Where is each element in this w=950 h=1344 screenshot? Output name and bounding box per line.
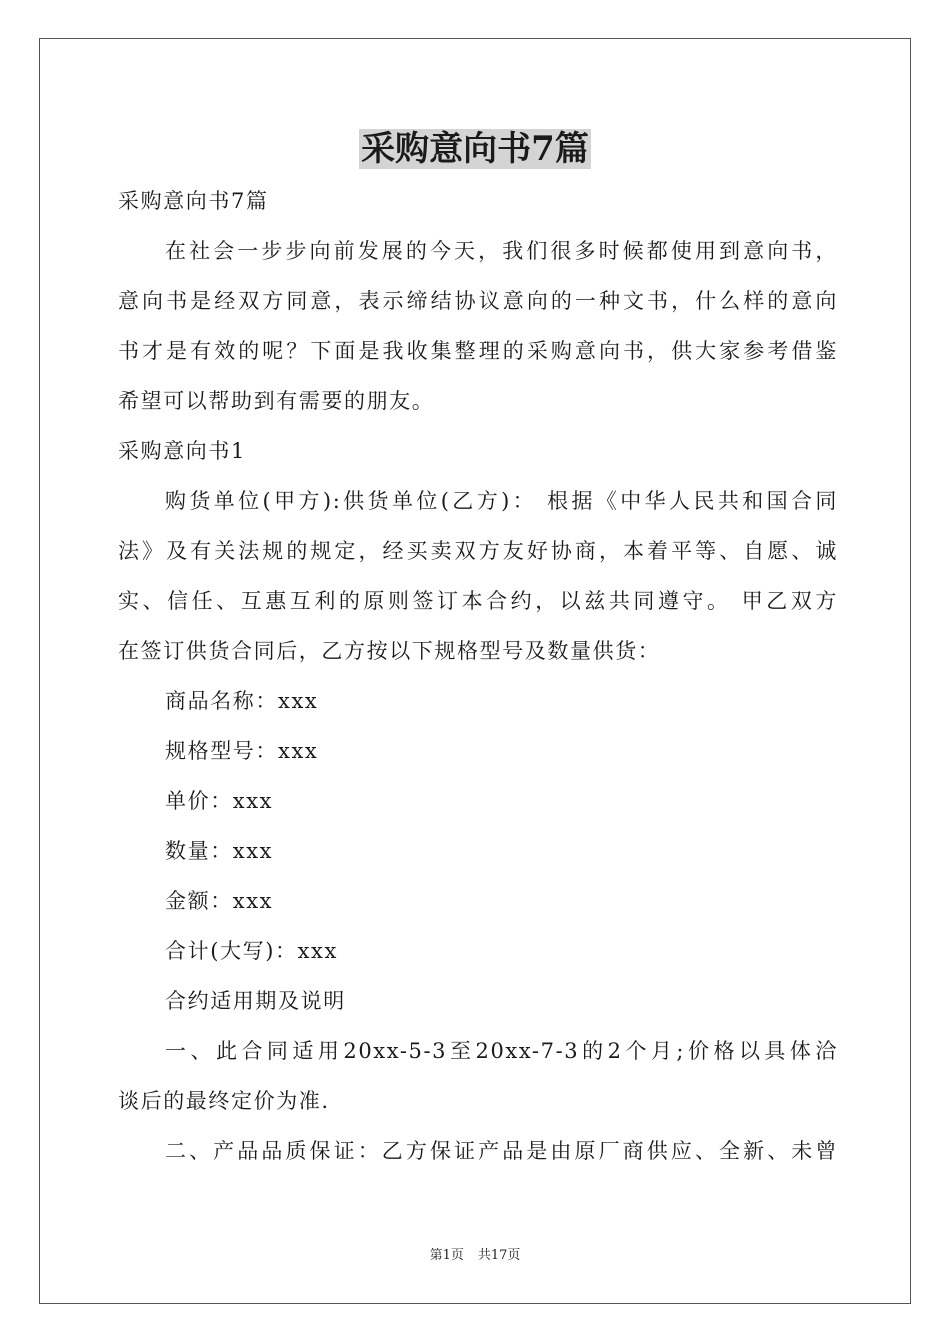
item-line: 商品名称：xxx: [165, 689, 319, 713]
body-line: 一、此合同适用20xx-5-3至20xx-7-3的2个月;价格以具体洽: [165, 1039, 838, 1063]
body-line: 谈后的最终定价为准.: [118, 1089, 330, 1113]
body-line: 书才是有效的呢？下面是我收集整理的采购意向书，供大家参考借鉴: [118, 339, 838, 363]
page-number-total: 共17页: [477, 1248, 521, 1263]
body-line: 购货单位(甲方):供货单位(乙方)： 根据《中华人民共和国合同: [165, 489, 838, 513]
item-line: 规格型号：xxx: [165, 739, 319, 763]
body-line-subtitle: 采购意向书7篇: [118, 189, 269, 213]
body-line: 在社会一步步向前发展的今天，我们很多时候都使用到意向书，: [165, 239, 838, 263]
section-heading: 采购意向书1: [118, 439, 246, 463]
item-line: 数量：xxx: [165, 839, 274, 863]
document-title-text: 采购意向书7篇: [361, 129, 589, 169]
item-line: 金额：xxx: [165, 889, 274, 913]
page-number-current: 第1页: [429, 1248, 464, 1263]
clause-heading: 合约适用期及说明: [165, 989, 346, 1013]
document-title: [0, 128, 950, 170]
body-line: 法》及有关法规的规定，经买卖双方友好协商，本着平等、自愿、诚: [118, 539, 838, 563]
body-line: 在签订供货合同后，乙方按以下规格型号及数量供货：: [118, 639, 661, 663]
document-body: [118, 176, 838, 1176]
item-line: 单价：xxx: [165, 789, 274, 813]
item-line: 合计(大写)：xxx: [165, 939, 338, 963]
page-footer: [0, 1246, 950, 1266]
body-line: 实、信任、互惠互利的原则签订本合约，以兹共同遵守。 甲乙双方: [118, 589, 838, 613]
body-line: 意向书是经双方同意，表示缔结协议意向的一种文书，什么样的意向: [118, 289, 838, 313]
body-line: 二、产品品质保证：乙方保证产品是由原厂商供应、全新、未曾: [165, 1139, 838, 1163]
body-line: 希望可以帮助到有需要的朋友。: [118, 389, 435, 413]
